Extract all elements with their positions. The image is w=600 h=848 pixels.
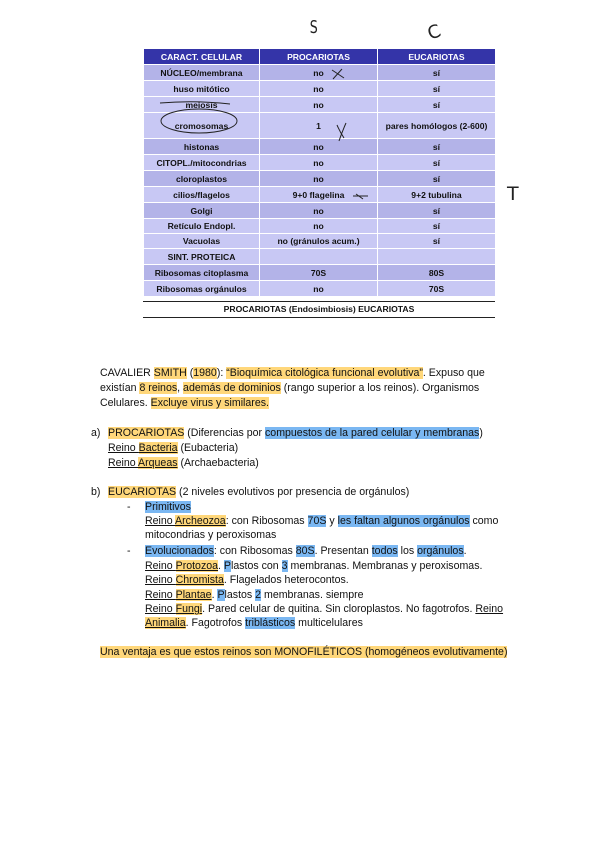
highlight-bacteria: Bacteria [138, 442, 178, 454]
table-cell: Retículo Endopl. [144, 219, 260, 234]
reino-desc: y [326, 515, 338, 527]
handwritten-c: C [424, 20, 444, 45]
highlight-p: P [223, 560, 231, 572]
table-cell: sí [378, 97, 496, 113]
highlight-chromista: Chromista [175, 574, 224, 586]
table-cell [378, 249, 496, 265]
reino-desc: . Pared celular de quitina. Sin cloroplastos. No fagotrofos. [202, 603, 476, 615]
highlight-70s: 70S [307, 515, 327, 527]
table-cell: no [260, 65, 378, 81]
reino-desc: multicelulares [295, 617, 363, 629]
reino-desc: (Archaebacteria) [177, 457, 259, 469]
table-cell: CITOPL./mitocondrias [144, 155, 260, 171]
reino-label: Reino [145, 515, 176, 527]
reino-desc: lastos [224, 589, 256, 601]
reino-label: Reino [145, 574, 176, 586]
table-cell: 70S [378, 281, 496, 297]
table-cell: no (gránulos acum.) [260, 234, 378, 249]
intro-text: CAVALIER [100, 367, 154, 379]
table-cell: sí [378, 81, 496, 97]
reino-desc: (Eubacteria) [177, 442, 239, 454]
reino-label: Reino [108, 442, 139, 454]
highlight-protozoa: Protozoa [175, 560, 219, 572]
reino-archeozoa [145, 514, 498, 529]
reino-desc: lastos con [231, 560, 282, 572]
highlight-arqueas: Arqueas [138, 457, 178, 469]
section-a-title [108, 426, 483, 441]
intro-text: ): [216, 367, 227, 379]
reino-desc: membranas. siempre [261, 589, 364, 601]
table-cell: sí [378, 203, 496, 219]
highlight-quote: “Bioquímica citológica funcional evolutiva” [226, 367, 423, 379]
highlight-faltan: les faltan algunos orgánulos [337, 515, 470, 527]
table-row [144, 139, 496, 155]
highlight-eucariotas: EUCARIOTAS [108, 486, 177, 498]
table-cell [260, 249, 378, 265]
table-cell: NÚCLEO/membrana [144, 65, 260, 81]
handwritten-t: T [507, 183, 519, 205]
table-row [144, 219, 496, 234]
table-cell: no [260, 219, 378, 234]
table-cell: no [260, 281, 378, 297]
table-cell: cromosomas [144, 113, 260, 139]
intro-text: , [177, 382, 184, 395]
table-cell: Ribosomas orgánulos [144, 281, 260, 297]
table-cell: 9+0 flagelina [260, 187, 378, 203]
highlight-triblasticos: triblásticos [245, 617, 296, 629]
table-caption: PROCARIOTAS (Endosimbiosis) EUCARIOTAS [143, 301, 495, 318]
highlight-archeozoa: Archeozoa [175, 515, 226, 527]
table-cell: cilios/flagelos [144, 187, 260, 203]
highlight-animalia: Animalia [145, 617, 186, 629]
reino-bacteria [108, 441, 238, 456]
table-row [144, 65, 496, 81]
table-row [144, 81, 496, 97]
reino-desc: . [218, 560, 224, 572]
section-a-text: ) [479, 427, 483, 439]
table-row [144, 187, 496, 203]
highlight-plantae: Plantae [175, 589, 212, 601]
reino-plantae [145, 588, 364, 603]
highlight-procariotas: PROCARIOTAS [108, 427, 185, 439]
highlight-p: P [217, 589, 225, 601]
table-cell: no [260, 171, 378, 187]
reino-desc: . Flagelados heterocontos. [223, 574, 349, 586]
table-cell: 9+2 tubulina [378, 187, 496, 203]
section-b-title [108, 485, 409, 500]
reino-desc: . Presentan [314, 545, 372, 557]
table-cell: histonas [144, 139, 260, 155]
table-cell: SINT. PROTEICA [144, 249, 260, 265]
table-cell: Ribosomas citoplasma [144, 265, 260, 281]
reino-fungi [145, 602, 503, 617]
evolucionados-line [145, 544, 467, 559]
reino-desc: membranas. Membranas y peroxisomas. [287, 560, 483, 572]
intro-text: . Expuso que existían [100, 367, 485, 395]
bullet-dash: - [127, 545, 131, 557]
table-cell: pares homólogos (2-600) [378, 113, 496, 139]
intro-text: ( [186, 367, 194, 379]
reino-desc: como [469, 515, 499, 527]
reino-desc: . [463, 545, 467, 557]
table-row [144, 171, 496, 187]
header-caract: CARACT. CELULAR [144, 49, 260, 65]
table-row [144, 97, 496, 113]
section-a-text: (Diferencias por [184, 427, 265, 439]
section-b-text: (2 niveles evolutivos por presencia de orgánulos) [176, 486, 410, 498]
table-header-row [144, 49, 496, 65]
highlight-pared: compuestos de la pared celular y membranas [265, 427, 480, 439]
highlight-organulos: orgánulos [417, 545, 464, 557]
header-procariotas: PROCARIOTAS [260, 49, 378, 65]
highlight-3: 3 [281, 560, 288, 572]
archeozoa-cont: mitocondrias y peroxisomas [145, 529, 277, 541]
section-a-marker: a) [91, 427, 101, 439]
highlight-smith: SMITH [153, 367, 187, 379]
highlight-todos: todos [371, 545, 398, 557]
table-cell: sí [378, 65, 496, 81]
table-row [144, 249, 496, 265]
table-row [144, 155, 496, 171]
reino-desc: . [211, 589, 218, 601]
reino-arqueas [108, 456, 259, 471]
highlight-fungi: Fungi [175, 603, 203, 615]
table-row [144, 281, 496, 297]
reino-label: Reino [475, 603, 504, 615]
reino-desc: : con Ribosomas [213, 545, 296, 557]
table-row [144, 203, 496, 219]
table-cell: huso mitótico [144, 81, 260, 97]
highlight-dominios: además de dominios [183, 382, 281, 395]
table-row [144, 113, 496, 139]
bullet-dash: - [127, 501, 131, 513]
table-cell: no [260, 139, 378, 155]
reino-label: Reino [108, 457, 139, 469]
section-b-marker: b) [91, 486, 101, 498]
table-cell: 80S [378, 265, 496, 281]
table-row [144, 265, 496, 281]
reino-chromista [145, 573, 349, 588]
table-cell: meiosis [144, 97, 260, 113]
primitivos-label [145, 500, 191, 515]
intro-text: (rango superior a los reinos). Organismos Celulares. [100, 382, 480, 410]
reino-desc: . Fagotrofos [185, 617, 246, 629]
table-cell: sí [378, 155, 496, 171]
highlight-primitivos: Primitivos [145, 501, 191, 513]
intro-paragraph [100, 366, 500, 412]
reino-label: Reino [145, 560, 176, 572]
conclusion [100, 645, 507, 660]
table-cell: sí [378, 139, 496, 155]
table-row [144, 234, 496, 249]
cell-comparison-table [143, 48, 496, 297]
reino-label: Reino [145, 589, 176, 601]
header-eucariotas: EUCARIOTAS [378, 49, 496, 65]
highlight-conclusion: Una ventaja es que estos reinos son MONOFILÉTICOS (homogéneos evolutivamente) [100, 646, 508, 658]
table-cell: sí [378, 234, 496, 249]
highlight-8-reinos: 8 reinos [139, 382, 178, 395]
highlight-year: 1980 [193, 367, 217, 379]
reino-label: Reino [145, 603, 176, 615]
highlight-evolucionados: Evolucionados [145, 545, 214, 557]
reino-protozoa [145, 559, 482, 574]
table-cell: sí [378, 219, 496, 234]
table-cell: no [260, 155, 378, 171]
table-cell: no [260, 81, 378, 97]
reino-desc: : con Ribosomas [225, 515, 308, 527]
reino-desc: los [397, 545, 418, 557]
table-cell: 1 [260, 113, 378, 139]
table-cell: Golgi [144, 203, 260, 219]
table-cell: cloroplastos [144, 171, 260, 187]
reino-animalia [145, 616, 363, 631]
highlight-excluye: Excluye virus y similares. [150, 397, 269, 410]
table-cell: no [260, 203, 378, 219]
table-cell: sí [378, 171, 496, 187]
handwritten-s: S [309, 17, 318, 38]
table-cell: Vacuolas [144, 234, 260, 249]
table-cell: 70S [260, 265, 378, 281]
highlight-80s: 80S [295, 545, 315, 557]
table-cell: no [260, 97, 378, 113]
highlight-2: 2 [255, 589, 262, 601]
